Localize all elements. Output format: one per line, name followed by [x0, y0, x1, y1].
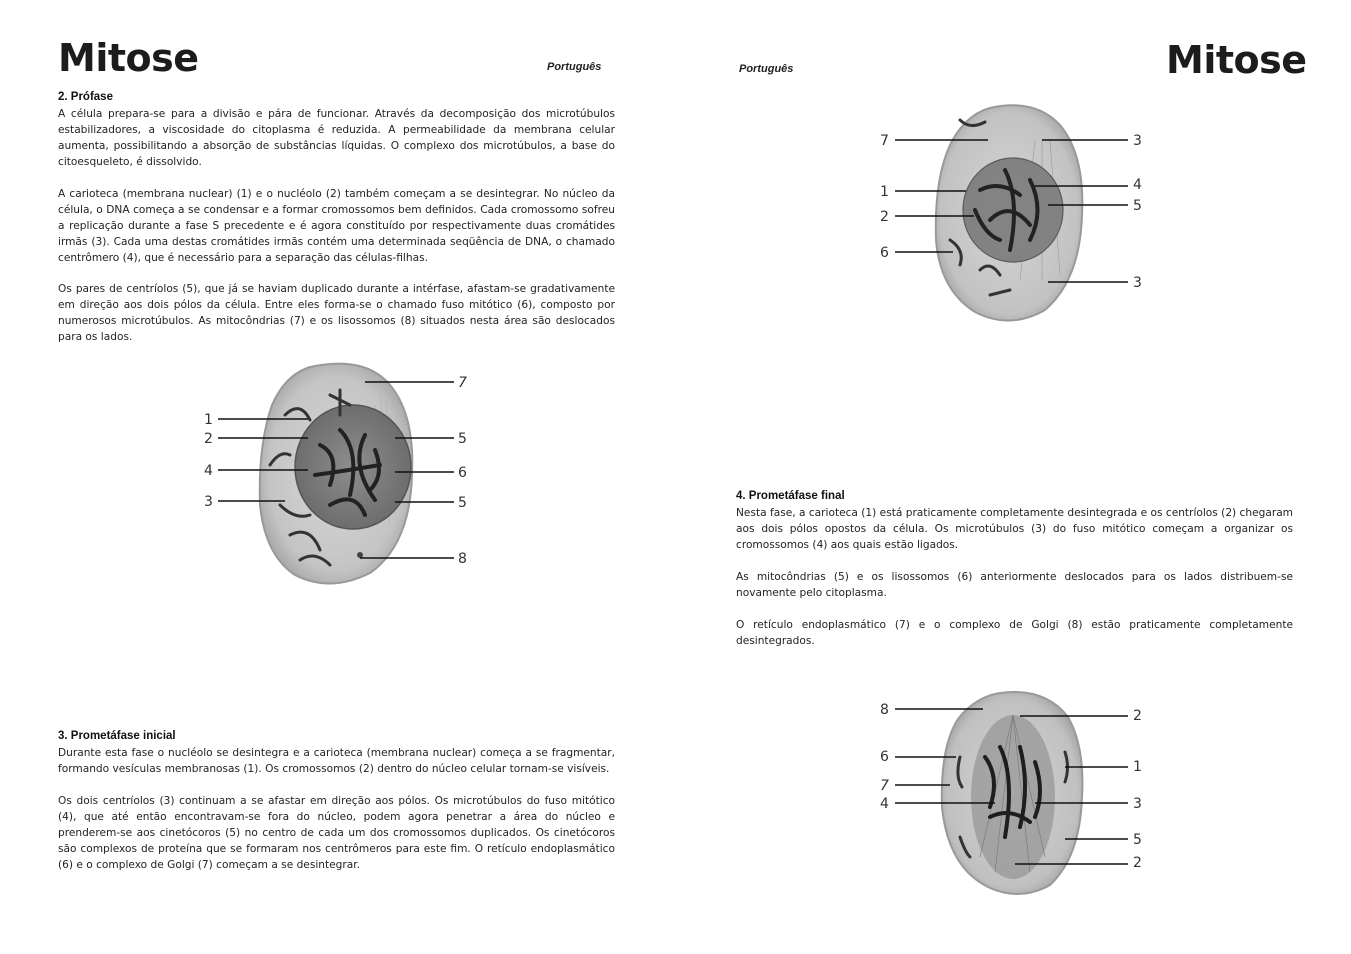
- label-6: 6: [458, 465, 467, 481]
- label-8: 8: [880, 702, 889, 718]
- label-5-bottom: 5: [458, 495, 467, 511]
- section-3-paragraph-2: Os dois centríolos (3) continuam a se afastar em direção aos pólos. Os microtúbulos do fuso mitótico (4), que até então encontravam-se fora do núcleo, podem agora penetrar a área do núcleo e prenderem-se aos cinetócoros (5) no centro de cada um dos cromossomos duplicados. Os cinetócoros são complexos de proteína que se formaram nos centrômeros para este fim. O retículo endoplasmático (6) e o complexo de Golgi (7) começam a se desintegrar.: [58, 795, 615, 871]
- label-1: 1: [204, 412, 213, 428]
- label-2: 2: [880, 209, 889, 225]
- label-1: 1: [1133, 759, 1142, 775]
- label-2-bottom: 2: [1133, 855, 1142, 871]
- section-4-paragraph-2: As mitocôndrias (5) e os lisossomos (6) anteriormente deslocados para os lados distribuem-se novamente pelo citoplasma.: [736, 571, 1293, 599]
- late-prometaphase-diagram: [870, 687, 1160, 902]
- label-7: 7: [880, 133, 889, 149]
- label-5: 5: [1133, 832, 1142, 848]
- section-2-heading: 2. Prófase: [58, 91, 113, 103]
- section-4-paragraph-3: O retículo endoplasmático (7) e o complexo de Golgi (8) estão praticamente completamente desintegrados.: [736, 619, 1293, 647]
- label-3-bottom: 3: [1133, 275, 1142, 291]
- section-2-paragraph-1: A célula prepara-se para a divisão e pára de funcionar. Através da decomposição dos microtúbulos estabilizadores, a viscosidade do citoplasma é reduzida. A permeabilidade da membrana celular aumenta, possibilitando a absorção de substâncias líquidas. O complexo dos microtúbulos, a base do citoesqueleto, é dissolvido.: [58, 108, 615, 168]
- section-4-heading: 4. Prometáfase final: [736, 490, 845, 502]
- section-3-heading: 3. Prometáfase inicial: [58, 730, 176, 742]
- label-4: 4: [1133, 177, 1142, 193]
- label-6: 6: [880, 749, 889, 765]
- section-2-paragraph-2: A carioteca (membrana nuclear) (1) e o nucléolo (2) também começam a se desintegrar. No núcleo da célula, o DNA começa a se condensar e a formar cromossomos bem definidos. Cada cromossomo sofreu a replicação durante a fase S precedente e é agora constituído por respectivamente duas cromátides irmãs (3). Cada uma destas cromátides irmãs contém uma determinada seqüência de DNA, o chamado centrômero (4), que é necessário para a separação das células-filhas.: [58, 188, 615, 264]
- section-4-paragraph-1: Nesta fase, a carioteca (1) está praticamente completamente desintegrada e os centríolos (2) chegaram aos dois pólos opostos da célula. Os microtúbulos (3) do fuso mitótico começam a organizar os cromossomos (4) aos quais estão ligados.: [736, 507, 1293, 551]
- label-5: 5: [1133, 198, 1142, 214]
- label-6: 6: [880, 245, 889, 261]
- label-4: 4: [204, 463, 213, 479]
- label-3: 3: [204, 494, 213, 510]
- prophase-diagram: [190, 355, 490, 590]
- label-1: 1: [880, 184, 889, 200]
- section-2-paragraph-3: Os pares de centríolos (5), que já se haviam duplicado durante a intérfase, afastam-se gradativamente em direção aos dois pólos da célula. Entre eles forma-se o chamado fuso mitótico (6), composto por numerosos microtúbulos. As mitocôndrias (7) e os lisossomos (8) situados nesta área são deslocados para os lados.: [58, 283, 615, 343]
- left-language-label: Português: [547, 61, 602, 73]
- label-8: 8: [458, 551, 467, 567]
- label-5-top: 5: [458, 431, 467, 447]
- right-page-title: Mitose: [1166, 38, 1307, 82]
- section-3-paragraph-1: Durante esta fase o nucléolo se desintegra e a carioteca (membrana nuclear) começa a se fragmentar, formando vesículas membranosas (1). Os cromossomos (2) dentro do núcleo celular tornam-se visíveis.: [58, 747, 615, 775]
- spindle: [971, 715, 1055, 879]
- label-2: 2: [204, 431, 213, 447]
- label-4: 4: [880, 796, 889, 812]
- label-2-top: 2: [1133, 708, 1142, 724]
- label-7: 7: [458, 375, 467, 391]
- left-page-title: Mitose: [58, 36, 199, 80]
- right-language-label: Português: [739, 63, 794, 75]
- label-3: 3: [1133, 796, 1142, 812]
- early-prometaphase-diagram: [870, 100, 1160, 325]
- label-3-top: 3: [1133, 133, 1142, 149]
- label-7: 7: [880, 778, 889, 794]
